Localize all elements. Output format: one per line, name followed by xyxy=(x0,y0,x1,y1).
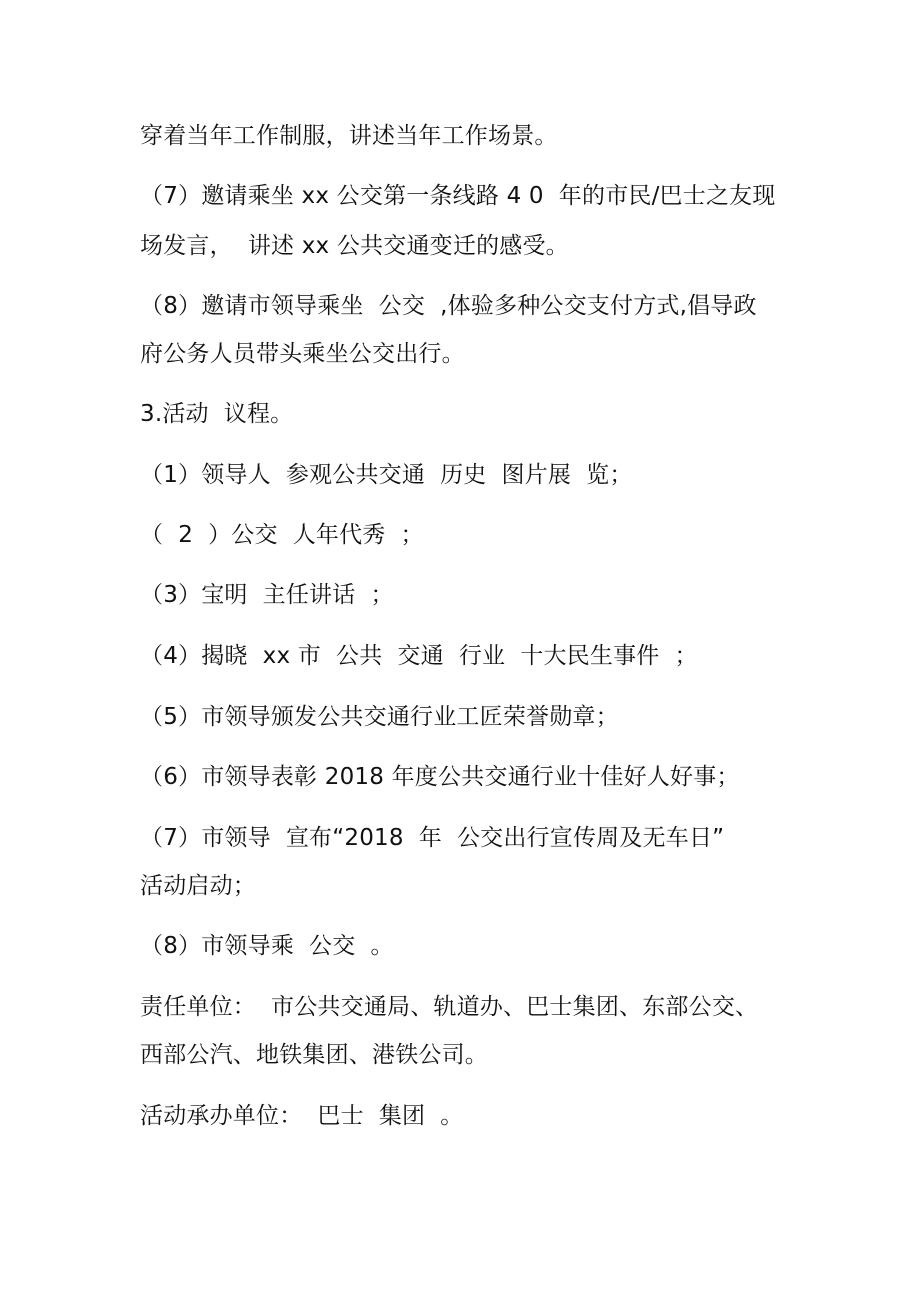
text-line-16: 责任单位： 市公共交通局、轨道办、巴士集团、东部公交、 xyxy=(140,994,759,1020)
text-line-15: （8）市领导乘 公交 。 xyxy=(140,933,394,959)
text-line-3: 场发言， 讲述 xx 公共交通变迁的感受。 xyxy=(140,233,569,259)
text-line-1: 穿着当年工作制服，讲述当年工作场景。 xyxy=(140,123,558,149)
text-line-17: 西部公汽、地铁集团、港铁公司。 xyxy=(140,1042,488,1068)
text-line-7: （1）领导人 参观公共交通 历史 图片展 览； xyxy=(140,462,633,488)
text-line-4: （8）邀请市领导乘坐 公交 ,体验多种公交支付方式,倡导政 xyxy=(140,293,757,319)
text-line-8: （ 2 ）公交 人年代秀 ； xyxy=(140,522,424,548)
text-line-13: （7）市领导 宣布“2018 年 公交出行宣传周及无车日” xyxy=(140,825,725,851)
text-line-10: （4）揭晓 xx 市 公共 交通 行业 十大民生事件 ； xyxy=(140,643,698,669)
text-line-11: （5）市领导颁发公共交通行业工匠荣誉勋章； xyxy=(140,704,619,730)
text-line-12: （6）市领导表彰 2018 年度公共交通行业十佳好人好事； xyxy=(140,764,740,790)
text-line-18: 活动承办单位： 巴士 集团 。 xyxy=(140,1103,464,1129)
text-line-2: （7）邀请乘坐 xx 公交第一条线路 4 0 年的市民/巴士之友现 xyxy=(140,183,776,209)
text-line-5: 府公务人员带头乘坐公交出行。 xyxy=(140,341,465,367)
text-line-9: （3）宝明 主任讲话 ； xyxy=(140,582,394,608)
text-line-14: 活动启动； xyxy=(140,873,256,899)
text-line-6: 3.活动 议程。 xyxy=(140,401,294,427)
